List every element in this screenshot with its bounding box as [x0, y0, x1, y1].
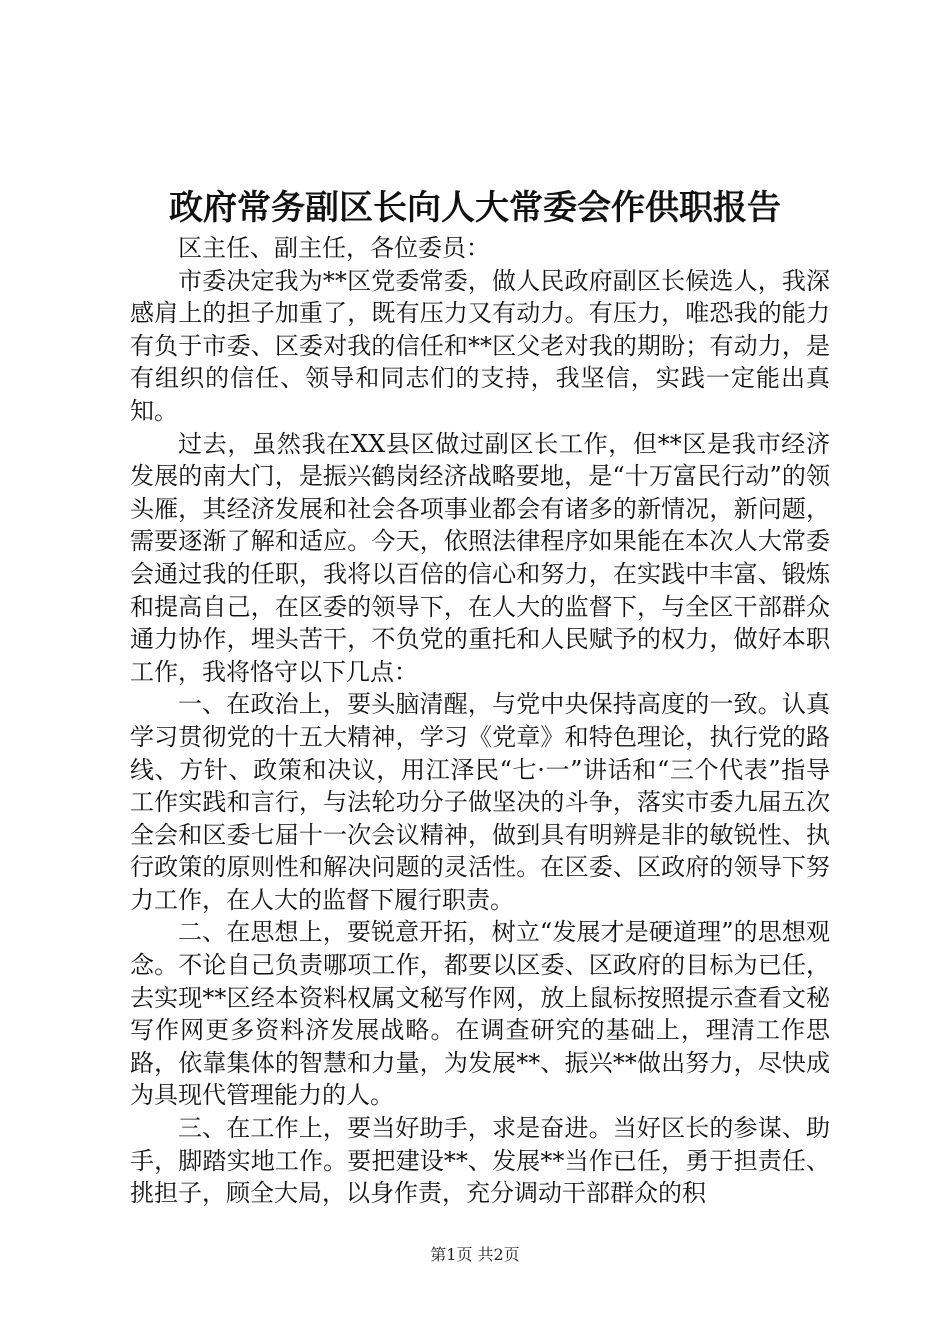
page-number-indicator: 第1页 共2页: [430, 1245, 520, 1264]
document-title: 政府常务副区长向人大常委会作供职报告: [169, 188, 781, 228]
body-paragraph: 过去，虽然我在XX县区做过副区长工作，但**区是我市经济发展的南大门，是振兴鹤岗经济战略要地，是“十万富民行动”的领头雁，其经济发展和社会各项事业都会有诸多的新情况，新问题，需要逐渐了解和适应。今天，依照法律程序如果能在本次人大常委会通过我的任职，我将以百倍的信心和努力，在实践中丰富、锻炼和提高自己，在区委的领导下，在人大的监督下，与全区干部群众通力协作，埋头苦干，不负党的重托和人民赋予的权力，做好本职工作，我将恪守以下几点：: [130, 429, 830, 686]
body-paragraph: 三、在工作上，要当好助手，求是奋进。当好区长的参谋、助手，脚踏实地工作。要把建设**、发展**当作已任，勇于担责任、挑担子，顾全大局，以身作责，充分调动干部群众的积: [130, 1114, 830, 1208]
page-footer: [0, 1244, 950, 1266]
document-body: [130, 232, 830, 1210]
body-paragraph: 二、在思想上，要锐意开拓，树立“发展才是硬道理”的思想观念。不论自己负责哪项工作，都要以区委、区政府的目标为已任，去实现**区经本资料权属文秘写作网，放上鼠标按照提示查看文秘写作网更多资料济发展战略。在调查研究的基础上，理清工作思路，依靠集体的智慧和力量，为发展**、振兴**做出努力，尽快成为具现代管理能力的人。: [130, 918, 830, 1110]
salutation-paragraph: 区主任、副主任，各位委员：: [178, 234, 490, 262]
body-paragraph: 一、在政治上，要头脑清醒，与党中央保持高度的一致。认真学习贯彻党的十五大精神，学习《党章》和特色理论，执行党的路线、方针、政策和决议，用江泽民“七·一”讲话和“三个代表”指导工作实践和言行，与法轮功分子做坚决的斗争，落实市委九届五次全会和区委七届十一次会议精神，做到具有明辨是非的敏锐性、执行政策的原则性和解决问题的灵活性。在区委、区政府的领导下努力工作，在人大的监督下履行职责。: [130, 690, 830, 914]
body-paragraph: 市委决定我为**区党委常委，做人民政府副区长候选人，我深感肩上的担子加重了，既有压力又有动力。有压力，唯恐我的能力有负于市委、区委对我的信任和**区父老对我的期盼；有动力，是有组织的信任、领导和同志们的支持，我坚信，实践一定能出真知。: [130, 266, 830, 425]
